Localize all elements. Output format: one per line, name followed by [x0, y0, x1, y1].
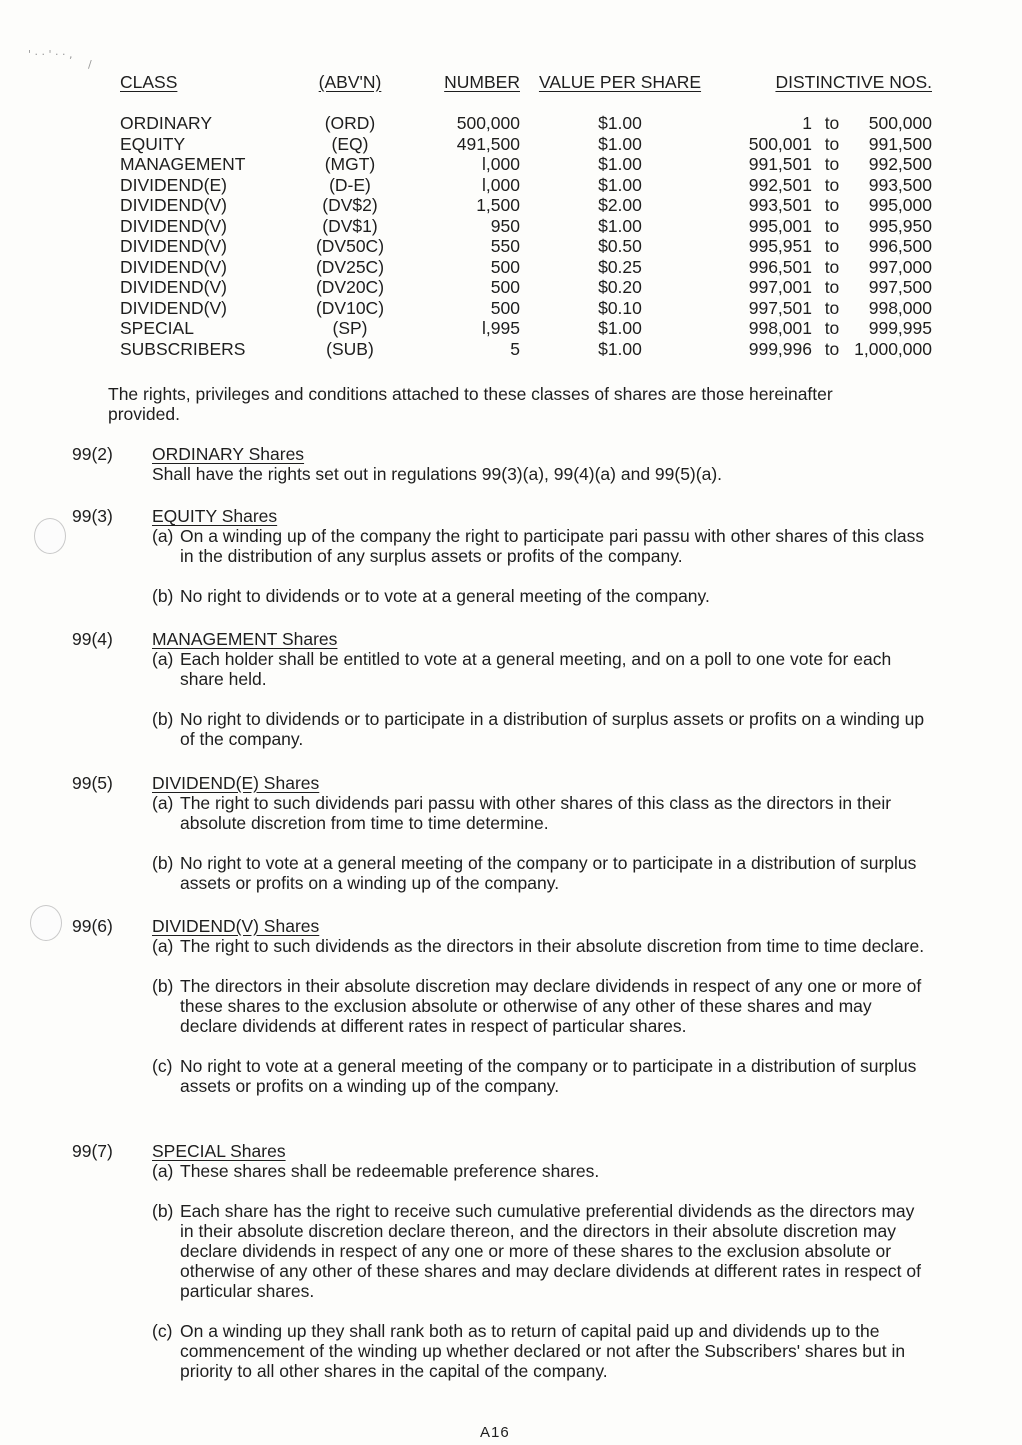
regulation-number: 99(3) [72, 506, 113, 526]
table-row [112, 113, 932, 134]
range-word: to [824, 318, 840, 338]
paragraph-text: The directors in their absolute discretion may declare dividends in respect of any one or more of these shares to the exclusion absolute or otherwise of any other of these shares and may declare dividends at different rates in respect of particular shares. [180, 976, 922, 1036]
range-word: to [824, 215, 840, 236]
cell-class: SUBSCRIBERS [120, 338, 246, 359]
cell-distinctive-nos [710, 298, 932, 319]
regulation-title: EQUITY Shares [152, 506, 278, 526]
regulation-section [72, 773, 932, 893]
range-end: 995,950 [868, 215, 932, 236]
cell-class: DIVIDEND(V) [120, 297, 227, 318]
regulation-paragraph [152, 853, 932, 893]
regulation-number: 99(4) [72, 629, 113, 649]
cell-distinctive-nos [710, 216, 932, 237]
table-row [112, 298, 932, 319]
range-end: 500,000 [868, 113, 932, 133]
col-header-abbreviation: (ABV'N) [318, 72, 382, 92]
table-row [112, 339, 932, 360]
cell-number: 500 [490, 277, 520, 297]
paragraph-label: (a) [152, 1161, 174, 1181]
paragraph-label: (b) [152, 586, 174, 606]
regulation-number: 99(7) [72, 1141, 113, 1161]
range-word: to [824, 174, 840, 195]
punch-hole-mark [34, 518, 66, 554]
table-row [112, 216, 932, 237]
range-start: 996,501 [748, 256, 812, 277]
regulation-body [152, 773, 932, 893]
col-header-value-per-share: VALUE PER SHARE [538, 72, 702, 92]
regulation-title: MANAGEMENT Shares [152, 629, 338, 649]
share-table-body [112, 113, 932, 359]
col-header-number: NUMBER [444, 72, 520, 92]
range-word: to [824, 256, 840, 277]
cell-number: 550 [490, 236, 520, 256]
paragraph-text: No right to dividends or to participate in a distribution of surplus assets or profits on a winding up of the company. [180, 709, 925, 749]
cell-abbreviation: (DV50C) [315, 236, 385, 256]
paragraph-text: These shares shall be redeemable preference shares. [180, 1161, 600, 1181]
paragraph-text: On a winding up they shall rank both as to return of capital paid up and dividends up to the commencement of the winding up whether declared or not after the Subscribers' shares but in priority to all other shares in the capital of the company. [180, 1321, 906, 1381]
rights-intro-paragraph: The rights, privileges and conditions attached to these classes of shares are those hereinafter provided. [108, 384, 833, 424]
range-end: 995,000 [868, 195, 932, 215]
regulation-body [152, 916, 932, 1096]
cell-abbreviation: (DV10C) [315, 297, 385, 318]
cell-value: $1.00 [598, 174, 642, 195]
cell-distinctive-nos [710, 277, 932, 298]
range-word: to [824, 338, 840, 359]
table-row [112, 134, 932, 155]
cell-value: $1.00 [598, 215, 642, 236]
table-row [112, 175, 932, 196]
regulation-paragraph [152, 649, 932, 689]
range-start: 995,001 [748, 215, 812, 236]
cell-abbreviation: (DV$2) [322, 195, 378, 215]
col-header-class: CLASS [120, 72, 178, 92]
range-end: 997,000 [868, 256, 932, 277]
cell-class: DIVIDEND(E) [120, 174, 227, 195]
range-start: 999,996 [748, 338, 812, 359]
cell-abbreviation: (SP) [332, 318, 368, 338]
cell-distinctive-nos [710, 318, 932, 339]
paragraph-label: (b) [152, 1201, 174, 1221]
cell-distinctive-nos [710, 154, 932, 175]
paragraph-label: (c) [152, 1321, 173, 1341]
range-start: 995,951 [748, 236, 812, 256]
regulation-body [152, 444, 932, 484]
range-end: 1,000,000 [854, 338, 932, 359]
range-word: to [824, 154, 840, 174]
table-row [112, 257, 932, 278]
cell-number: l,995 [482, 318, 520, 338]
cell-class: DIVIDEND(V) [120, 256, 227, 277]
cell-distinctive-nos [710, 236, 932, 257]
regulation-number: 99(6) [72, 916, 113, 936]
range-start: 993,501 [748, 195, 812, 215]
range-word: to [824, 195, 840, 215]
cell-class: DIVIDEND(V) [120, 215, 227, 236]
regulation-title: DIVIDEND(V) Shares [152, 916, 320, 936]
cell-abbreviation: (DV$1) [322, 215, 378, 236]
range-end: 997,500 [868, 277, 932, 297]
range-start: 997,501 [748, 297, 812, 318]
share-classes-table [112, 72, 932, 359]
regulation-body [152, 629, 932, 749]
range-word: to [824, 236, 840, 256]
cell-abbreviation: (SUB) [326, 338, 374, 359]
regulation-paragraph [152, 1201, 932, 1301]
range-word: to [824, 113, 840, 133]
range-start: 1 [802, 113, 812, 133]
regulation-body [152, 506, 932, 606]
regulation-paragraph [152, 586, 932, 606]
range-start: 997,001 [748, 277, 812, 297]
cell-class: SPECIAL [120, 318, 194, 338]
cell-abbreviation: (D-E) [329, 174, 371, 195]
cell-value: $0.25 [598, 256, 642, 277]
regulation-section [72, 629, 932, 749]
cell-distinctive-nos [710, 134, 932, 155]
regulation-paragraph [152, 709, 932, 749]
range-word: to [824, 297, 840, 318]
table-row [112, 236, 932, 257]
scan-speck: ' · · ' · · , [28, 48, 73, 61]
range-start: 991,501 [748, 154, 812, 174]
cell-value: $1.00 [598, 113, 642, 133]
cell-abbreviation: (ORD) [324, 113, 376, 133]
range-start: 500,001 [748, 133, 812, 154]
range-word: to [824, 133, 840, 154]
cell-class: DIVIDEND(V) [120, 277, 227, 297]
table-row [112, 195, 932, 216]
regulation-number: 99(2) [72, 444, 113, 464]
regulation-title: ORDINARY Shares [152, 444, 305, 464]
paragraph-label: (b) [152, 976, 174, 996]
cell-value: $1.00 [598, 133, 642, 154]
range-end: 999,995 [868, 318, 932, 338]
regulation-paragraph [152, 1321, 932, 1381]
cell-class: EQUITY [120, 133, 186, 154]
cell-distinctive-nos [710, 257, 932, 278]
cell-number: 500 [490, 256, 520, 277]
punch-hole-mark [30, 905, 62, 941]
table-row [112, 318, 932, 339]
paragraph-label: (a) [152, 526, 174, 546]
table-header-row [112, 72, 932, 113]
regulation-paragraph [152, 976, 932, 1036]
cell-number: 5 [510, 338, 520, 359]
regulation-paragraph [152, 793, 932, 833]
table-row [112, 154, 932, 175]
cell-class: MANAGEMENT [120, 154, 246, 174]
cell-distinctive-nos [710, 339, 932, 360]
paragraph-label: (c) [152, 1056, 173, 1076]
cell-number: l,000 [482, 154, 520, 174]
paragraph-text: No right to dividends or to vote at a general meeting of the company. [180, 586, 710, 606]
cell-abbreviation: (DV25C) [315, 256, 385, 277]
paragraph-text: Shall have the rights set out in regulations 99(3)(a), 99(4)(a) and 99(5)(a). [152, 464, 723, 484]
cell-value: $0.10 [598, 297, 642, 318]
regulation-title: SPECIAL Shares [152, 1141, 286, 1161]
col-header-distinctive-nos: DISTINCTIVE NOS. [775, 72, 932, 92]
cell-class: DIVIDEND(V) [120, 195, 227, 215]
regulation-paragraph [152, 526, 932, 566]
cell-distinctive-nos [710, 113, 932, 134]
paragraph-text: On a winding up of the company the right to participate pari passu with other shares of this class in the distribution of any surplus assets or profits of the company. [180, 526, 925, 566]
cell-value: $0.50 [598, 236, 642, 256]
regulation-section [72, 916, 932, 1096]
paragraph-label: (b) [152, 709, 174, 729]
cell-abbreviation: (DV20C) [315, 277, 385, 297]
paragraph-text: No right to vote at a general meeting of the company or to participate in a distribution of surplus assets or profits on a winding up of the company. [180, 1056, 917, 1096]
regulation-paragraph [152, 1056, 932, 1096]
range-word: to [824, 277, 840, 297]
paragraph-text: The right to such dividends pari passu with other shares of this class as the directors in their absolute discretion from time to time determine. [180, 793, 892, 833]
paragraph-text: Each share has the right to receive such cumulative preferential dividends as the directors may in their absolute discretion declare thereon, and the directors in their absolute discretion may declare dividends in respect of any one or more of these shares to the exclusion absolute or otherwise of any other of these shares and may declare dividends at different rates in respect of particular shares. [180, 1201, 921, 1301]
paragraph-label: (a) [152, 649, 174, 669]
paragraph-label: (a) [152, 936, 174, 956]
range-end: 993,500 [868, 174, 932, 195]
cell-value: $0.20 [598, 277, 642, 297]
cell-value: $2.00 [598, 195, 642, 215]
paragraph-label: (a) [152, 793, 174, 813]
paragraph-text: No right to vote at a general meeting of the company or to participate in a distribution of surplus assets or profits on a winding up of the company. [180, 853, 917, 893]
cell-class: DIVIDEND(V) [120, 236, 227, 256]
range-end: 996,500 [868, 236, 932, 256]
range-end: 998,000 [868, 297, 932, 318]
cell-number: 950 [490, 215, 520, 236]
range-start: 998,001 [748, 318, 812, 338]
regulation-paragraph [152, 464, 932, 484]
regulation-section [72, 506, 932, 606]
cell-abbreviation: (EQ) [331, 133, 369, 154]
cell-value: $1.00 [598, 318, 642, 338]
cell-distinctive-nos [710, 175, 932, 196]
paragraph-label: (b) [152, 853, 174, 873]
regulation-title: DIVIDEND(E) Shares [152, 773, 320, 793]
cell-value: $1.00 [598, 338, 642, 359]
scan-speck: / [88, 58, 92, 71]
regulation-paragraph [152, 1161, 932, 1181]
cell-class: ORDINARY [120, 113, 213, 133]
cell-abbreviation: (MGT) [324, 154, 376, 174]
regulation-paragraph [152, 936, 932, 956]
cell-number: 1,500 [476, 195, 520, 215]
range-end: 991,500 [868, 133, 932, 154]
cell-number: 500,000 [456, 113, 520, 133]
cell-number: l,000 [482, 174, 520, 195]
paragraph-text: Each holder shall be entitled to vote at a general meeting, and on a poll to one vote for each share held. [180, 649, 892, 689]
range-start: 992,501 [748, 174, 812, 195]
table-row [112, 277, 932, 298]
cell-value: $1.00 [598, 154, 642, 174]
paragraph-text: The right to such dividends as the directors in their absolute discretion from time to time declare. [180, 936, 925, 956]
page-number: A16 [480, 1424, 510, 1441]
cell-distinctive-nos [710, 195, 932, 216]
regulation-number: 99(5) [72, 773, 113, 793]
range-end: 992,500 [868, 154, 932, 174]
regulation-body [152, 1141, 932, 1381]
cell-number: 491,500 [456, 133, 520, 154]
regulation-section [72, 444, 932, 484]
cell-number: 500 [490, 297, 520, 318]
regulation-section [72, 1141, 932, 1381]
